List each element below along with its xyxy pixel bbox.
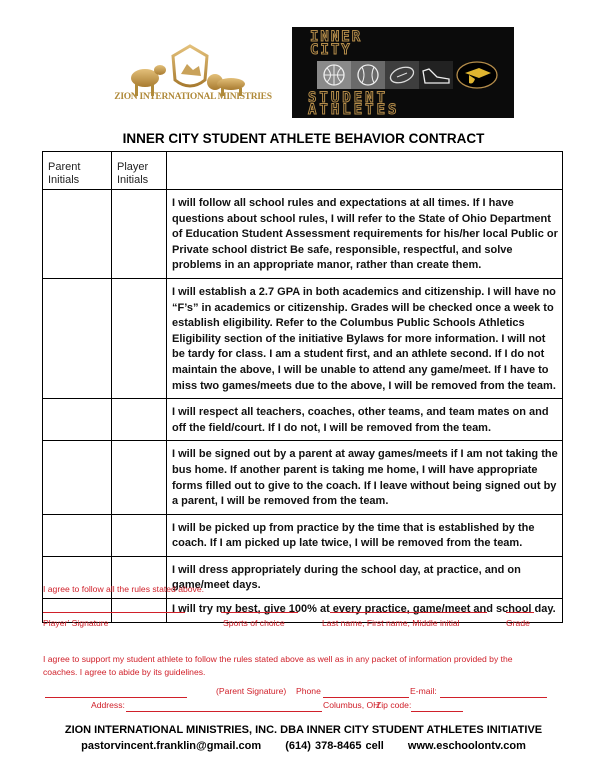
inner-city-athletes-logo <box>292 27 514 118</box>
rule-text: I will try my best, give 100% at every practice, game/meet and school day. <box>167 599 563 623</box>
sports-choice-line[interactable] <box>221 612 298 613</box>
parent-agreement-line2: coaches. I agree to abide by its guidelines. <box>43 667 206 677</box>
rule-text: I will respect all teachers, coaches, other teams, and team mates on and off the field/court. If I do not, I will be removed from the team. <box>167 399 563 441</box>
logo-word-city: CITY <box>310 42 352 58</box>
parent-initials-cell[interactable] <box>43 441 112 514</box>
full-name-line[interactable] <box>330 612 487 613</box>
table-row <box>43 599 563 623</box>
sports-icons-strip <box>317 61 513 89</box>
player-initials-cell[interactable] <box>112 599 167 623</box>
footer-website[interactable]: www.eschoolontv.com <box>407 740 526 752</box>
footer-phone: (614) 378-8465 cell <box>285 740 384 752</box>
header-player-initials: Player Initials <box>112 152 167 190</box>
player-initials-cell[interactable] <box>112 514 167 556</box>
contract-table <box>42 151 563 623</box>
parent-signature-line[interactable] <box>45 697 187 698</box>
sports-choice-label: Sports of choice <box>223 618 285 628</box>
table-row <box>43 399 563 441</box>
phone-label: Phone <box>296 686 321 696</box>
document-title: INNER CITY STUDENT ATHLETE BEHAVIOR CONTRACT <box>122 131 485 146</box>
city-text: Columbus, OH <box>323 700 380 710</box>
parent-initials-cell[interactable] <box>43 399 112 441</box>
footer-email[interactable]: pastorvincent.franklin@gmail.com <box>81 740 262 752</box>
parent-initials-cell[interactable] <box>43 190 112 279</box>
parent-signature-label: (Parent Signature) <box>216 686 287 696</box>
graduation-cap-icon <box>457 62 497 88</box>
player-agreement-text: I agree to follow all the rules stated above. <box>43 584 204 594</box>
logo-word-inner: INNER <box>310 29 363 45</box>
header-parent-initials: Parent Initials <box>43 152 112 190</box>
email-label: E-mail: <box>410 686 437 696</box>
logo-word-student: STUDENT <box>308 90 389 106</box>
grade-line[interactable] <box>506 612 534 613</box>
player-initials-cell[interactable] <box>112 190 167 279</box>
table-row <box>43 514 563 556</box>
table-row <box>43 441 563 514</box>
rule-text: I will be picked up from practice by the time that is established by the coach. If I am picked up late twice, I will be removed from the team. <box>167 514 563 556</box>
rule-text: I will establish a 2.7 GPA in both academics and citizenship. I will have no “F’s” in academics or citizenship. Grades will be checked once a week to establish eligibility. Refer to the Columbus Public Schools Athletics Eligibility section of the initiative Bylaws for more information. I will not be tardy for class. I am a student first, and an athlete second. If I do not maintain the above, I will be unable to attend any game/meet. If I have to miss two games/meets due to the above, I will be removed from the team. <box>167 278 563 398</box>
rule-text: I will follow all school rules and expectations at all times. If I have questions about school rules, I will refer to the State of Ohio Department of Education Student Assessment requirements for his/her local Public or Private school district Be safe, responsible, respectful, and solve problems in an appropriate manor, rather than create them. <box>167 190 563 279</box>
parent-initials-cell[interactable] <box>43 278 112 398</box>
table-header-row <box>43 152 563 190</box>
header-rule <box>167 152 563 190</box>
footer-organization: ZION INTERNATIONAL MINISTRIES, INC. DBA INNER CITY STUDENT ATHLETES INITIATIVE <box>64 724 543 736</box>
player-initials-cell[interactable] <box>112 278 167 398</box>
grade-label: Grade <box>506 618 530 628</box>
footer-contact <box>0 740 607 752</box>
player-signature-label: Player’ Signature <box>43 618 109 628</box>
player-signature-line[interactable] <box>43 612 185 613</box>
zip-code-label: Zip code: <box>376 700 412 710</box>
zip-code-line[interactable] <box>411 711 463 712</box>
rule-text: I will be signed out by a parent at away games/meets if I am not taking the bus home. If another parent is taking me home, I will have appropriate forms filled out to give to the coach. If I leave without being signed out by a parent, I will be removed from the team. <box>167 441 563 514</box>
table-row <box>43 278 563 398</box>
shield-icon <box>173 46 207 86</box>
zion-logo-text: ZION INTERNATIONAL MINISTRIES <box>114 92 272 102</box>
parent-agreement-line1: I agree to support my student athlete to follow the rules stated above as well as in any packet of information provided by the <box>43 654 513 664</box>
player-initials-cell[interactable] <box>112 399 167 441</box>
logo-word-athletes: ATHLETES <box>308 102 400 118</box>
address-label: Address: <box>91 700 125 710</box>
table-row <box>43 190 563 279</box>
parent-initials-cell[interactable] <box>43 514 112 556</box>
full-name-label: Last name, First name, Middle initial <box>322 618 460 628</box>
rule-text: I will dress appropriately during the school day, at practice, and on game/meet days. <box>167 556 563 598</box>
player-initials-cell[interactable] <box>112 441 167 514</box>
address-line[interactable] <box>126 711 322 712</box>
phone-line[interactable] <box>323 697 409 698</box>
basketball-icon <box>324 65 344 85</box>
email-line[interactable] <box>440 697 547 698</box>
